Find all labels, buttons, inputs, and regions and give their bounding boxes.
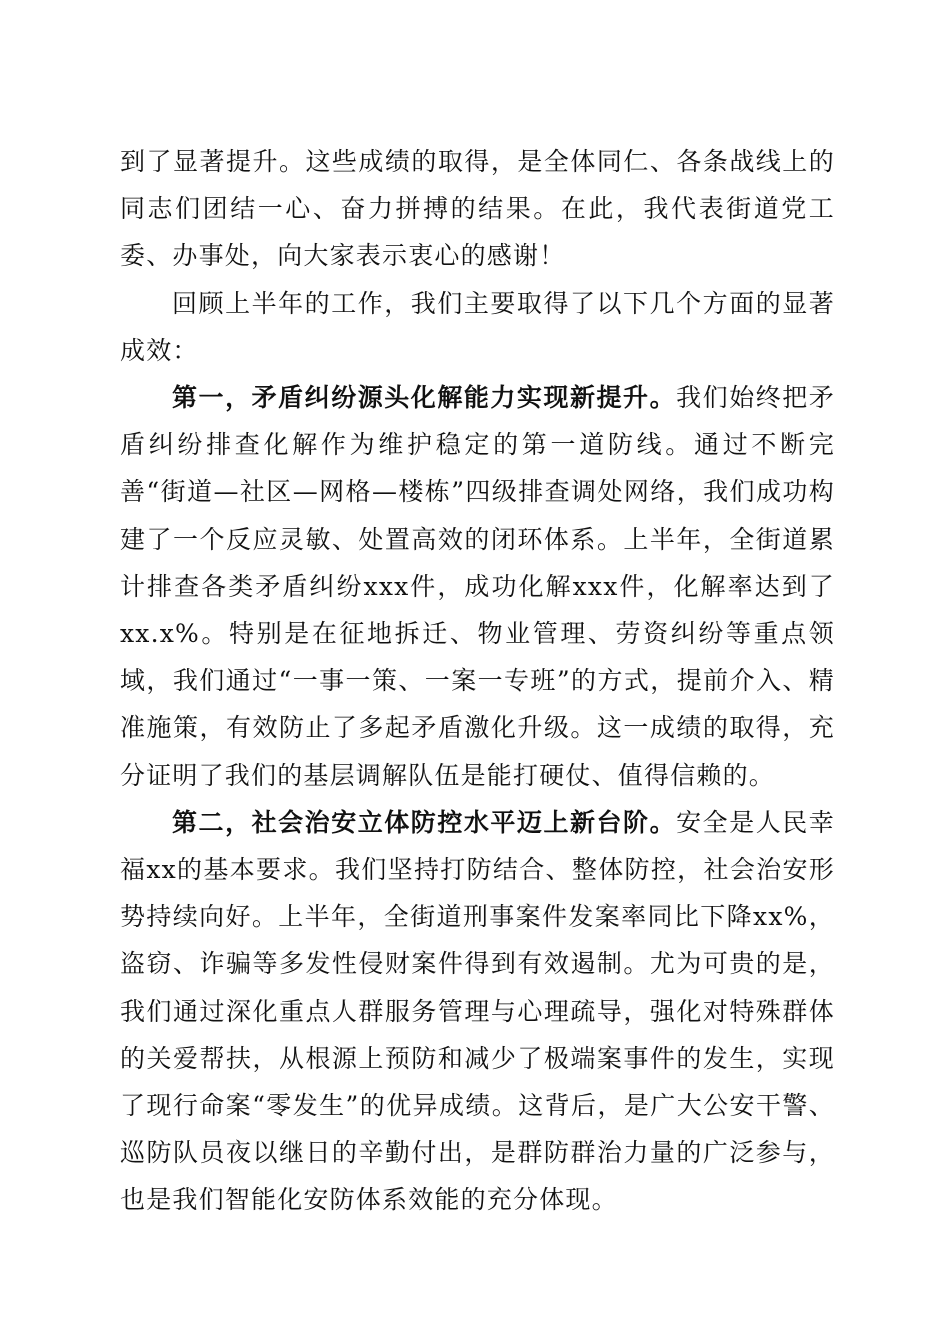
- paragraph-text: 到了显著提升。这些成绩的取得，是全体同仁、各条战线上的同志们团结一心、奋力拼搏的结果。在此，我代表街道党工委、办事处，向大家表示衷心的感谢！: [120, 147, 835, 271]
- paragraph-continuation: [120, 138, 835, 280]
- paragraph-text: 我们始终把矛盾纠纷排查化解作为维护稳定的第一道防线。通过不断完善“街道—社区—网格—楼栋”四级排查调处网络，我们成功构建了一个反应灵敏、处置高效的闭环体系。上半年，全街道累计排查各类矛盾纠纷xxx件，成功化解xxx件，化解率达到了xx.x%。特别是在征地拆迁、物业管理、劳资纠纷等重点领域，我们通过“一事一策、一案一专班”的方式，提前介入、精准施策，有效防止了多起矛盾激化升级。这一成绩的取得，充分证明了我们的基层调解队伍是能打硬仗、值得信赖的。: [120, 383, 835, 790]
- paragraph-review-intro: [120, 280, 835, 374]
- paragraph-lead-heading: 第二，社会治安立体防控水平迈上新台阶。: [172, 807, 677, 837]
- paragraph-point-one: [120, 374, 835, 799]
- paragraph-lead-heading: 第一，矛盾纠纷源头化解能力实现新提升。: [172, 383, 677, 413]
- body-text: [120, 138, 835, 1224]
- paragraph-text: 回顾上半年的工作，我们主要取得了以下几个方面的显著成效：: [120, 288, 835, 365]
- paragraph-text: 安全是人民幸福xx的基本要求。我们坚持打防结合、整体防控，社会治安形势持续向好。上半年，全街道刑事案件发案率同比下降xx%，盗窃、诈骗等多发性侵财案件得到有效遏制。尤为可贵的是，我们通过深化重点人群服务管理与心理疏导，强化对特殊群体的关爱帮扶，从根源上预防和减少了极端案事件的发生，实现了现行命案“零发生”的优异成绩。这背后，是广大公安干警、巡防队员夜以继日的辛勤付出，是群防群治力量的广泛参与，也是我们智能化安防体系效能的充分体现。: [120, 807, 835, 1215]
- paragraph-point-two: [120, 799, 835, 1224]
